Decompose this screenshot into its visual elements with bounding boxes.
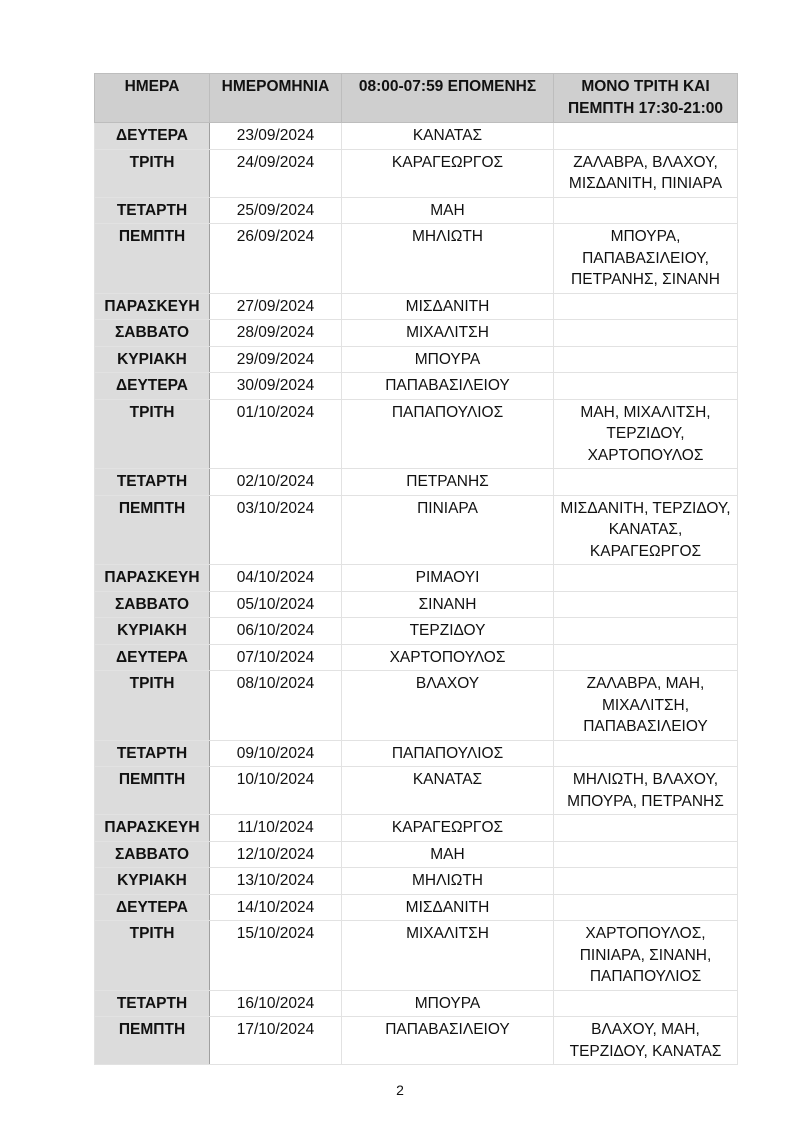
duty-cell: ΠΑΠΑΒΑΣΙΛΕΙΟΥ [342, 1017, 554, 1065]
table-row [95, 320, 738, 347]
extra-shift-cell: ΒΛΑΧΟΥ, ΜΑΗ, ΤΕΡΖΙΔΟΥ, ΚΑΝΑΤΑΣ [554, 1017, 738, 1065]
table-row [95, 123, 738, 150]
extra-shift-cell [554, 373, 738, 400]
day-cell: ΔΕΥΤΕΡΑ [95, 644, 210, 671]
extra-shift-cell: ΧΑΡΤΟΠΟΥΛΟΣ, ΠΙΝΙΑΡΑ, ΣΙΝΑΝΗ, ΠΑΠΑΠΟΥΛΙΟΣ [554, 921, 738, 991]
date-cell: 30/09/2024 [210, 373, 342, 400]
table-row [95, 618, 738, 645]
table-row [95, 469, 738, 496]
day-cell: ΚΥΡΙΑΚΗ [95, 346, 210, 373]
duty-cell: ΜΑΗ [342, 197, 554, 224]
day-cell: ΤΡΙΤΗ [95, 921, 210, 991]
duty-cell: ΣΙΝΑΝΗ [342, 591, 554, 618]
duty-cell: ΚΑΡΑΓΕΩΡΓΟΣ [342, 149, 554, 197]
duty-cell: ΠΑΠΑΠΟΥΛΙΟΣ [342, 740, 554, 767]
date-cell: 10/10/2024 [210, 767, 342, 815]
table-row [95, 894, 738, 921]
day-cell: ΤΕΤΑΡΤΗ [95, 469, 210, 496]
duty-cell: ΜΙΧΑΛΙΤΣΗ [342, 320, 554, 347]
extra-shift-cell: ΖΑΛΑΒΡΑ, ΒΛΑΧΟΥ, ΜΙΣΔΑΝΙΤΗ, ΠΙΝΙΑΡΑ [554, 149, 738, 197]
day-cell: ΠΕΜΠΤΗ [95, 767, 210, 815]
day-cell: ΠΕΜΠΤΗ [95, 1017, 210, 1065]
day-cell: ΤΡΙΤΗ [95, 149, 210, 197]
date-cell: 26/09/2024 [210, 224, 342, 294]
duty-cell: ΚΑΡΑΓΕΩΡΓΟΣ [342, 815, 554, 842]
date-cell: 12/10/2024 [210, 841, 342, 868]
table-header [95, 74, 738, 123]
date-cell: 25/09/2024 [210, 197, 342, 224]
extra-shift-cell: ΜΙΣΔΑΝΙΤΗ, ΤΕΡΖΙΔΟΥ, ΚΑΝΑΤΑΣ, ΚΑΡΑΓΕΩΡΓΟΣ [554, 495, 738, 565]
duty-cell: ΠΑΠΑΠΟΥΛΙΟΣ [342, 399, 554, 469]
date-cell: 01/10/2024 [210, 399, 342, 469]
date-cell: 07/10/2024 [210, 644, 342, 671]
duty-cell: ΜΠΟΥΡΑ [342, 990, 554, 1017]
date-cell: 23/09/2024 [210, 123, 342, 150]
table-body [95, 123, 738, 1065]
table-row [95, 740, 738, 767]
day-cell: ΠΑΡΑΣΚΕΥΗ [95, 293, 210, 320]
table-row [95, 990, 738, 1017]
extra-shift-cell: ΜΗΛΙΩΤΗ, ΒΛΑΧΟΥ, ΜΠΟΥΡΑ, ΠΕΤΡΑΝΗΣ [554, 767, 738, 815]
date-cell: 29/09/2024 [210, 346, 342, 373]
header-extra-shift: ΜΟΝΟ ΤΡΙΤΗ ΚΑΙ ΠΕΜΠΤΗ 17:30-21:00 [554, 74, 738, 123]
day-cell: ΤΕΤΑΡΤΗ [95, 990, 210, 1017]
date-cell: 08/10/2024 [210, 671, 342, 741]
date-cell: 02/10/2024 [210, 469, 342, 496]
duty-cell: ΜΙΧΑΛΙΤΣΗ [342, 921, 554, 991]
date-cell: 11/10/2024 [210, 815, 342, 842]
extra-shift-cell [554, 293, 738, 320]
date-cell: 17/10/2024 [210, 1017, 342, 1065]
extra-shift-cell: ΖΑΛΑΒΡΑ, ΜΑΗ, ΜΙΧΑΛΙΤΣΗ, ΠΑΠΑΒΑΣΙΛΕΙΟΥ [554, 671, 738, 741]
extra-shift-cell [554, 894, 738, 921]
day-cell: ΠΑΡΑΣΚΕΥΗ [95, 565, 210, 592]
date-cell: 06/10/2024 [210, 618, 342, 645]
table-row [95, 921, 738, 991]
date-cell: 13/10/2024 [210, 868, 342, 895]
day-cell: ΚΥΡΙΑΚΗ [95, 618, 210, 645]
date-cell: 27/09/2024 [210, 293, 342, 320]
page-number: 2 [396, 1082, 404, 1098]
day-cell: ΠΑΡΑΣΚΕΥΗ [95, 815, 210, 842]
date-cell: 24/09/2024 [210, 149, 342, 197]
extra-shift-cell [554, 815, 738, 842]
duty-cell: ΚΑΝΑΤΑΣ [342, 123, 554, 150]
table-row [95, 399, 738, 469]
table-row [95, 495, 738, 565]
schedule-sheet [94, 73, 737, 1065]
table-row [95, 293, 738, 320]
table-row [95, 565, 738, 592]
extra-shift-cell [554, 320, 738, 347]
date-cell: 15/10/2024 [210, 921, 342, 991]
table-row [95, 815, 738, 842]
date-cell: 14/10/2024 [210, 894, 342, 921]
table-row [95, 671, 738, 741]
table-row [95, 224, 738, 294]
day-cell: ΤΕΤΑΡΤΗ [95, 197, 210, 224]
extra-shift-cell [554, 591, 738, 618]
extra-shift-cell [554, 197, 738, 224]
duty-cell: ΚΑΝΑΤΑΣ [342, 767, 554, 815]
extra-shift-cell: ΜΑΗ, ΜΙΧΑΛΙΤΣΗ, ΤΕΡΖΙΔΟΥ, ΧΑΡΤΟΠΟΥΛΟΣ [554, 399, 738, 469]
day-cell: ΤΡΙΤΗ [95, 671, 210, 741]
header-day: ΗΜΕΡΑ [95, 74, 210, 123]
table-row [95, 149, 738, 197]
day-cell: ΤΕΤΑΡΤΗ [95, 740, 210, 767]
duty-cell: ΠΕΤΡΑΝΗΣ [342, 469, 554, 496]
table-row [95, 373, 738, 400]
extra-shift-cell [554, 644, 738, 671]
day-cell: ΔΕΥΤΕΡΑ [95, 123, 210, 150]
extra-shift-cell [554, 565, 738, 592]
extra-shift-cell [554, 841, 738, 868]
day-cell: ΠΕΜΠΤΗ [95, 495, 210, 565]
extra-shift-cell [554, 740, 738, 767]
day-cell: ΠΕΜΠΤΗ [95, 224, 210, 294]
day-cell: ΔΕΥΤΕΡΑ [95, 894, 210, 921]
duty-cell: ΤΕΡΖΙΔΟΥ [342, 618, 554, 645]
date-cell: 05/10/2024 [210, 591, 342, 618]
day-cell: ΣΑΒΒΑΤΟ [95, 320, 210, 347]
duty-cell: ΜΗΛΙΩΤΗ [342, 224, 554, 294]
header-duty-shift: 08:00-07:59 ΕΠΟΜΕΝΗΣ [342, 74, 554, 123]
duty-cell: ΠΑΠΑΒΑΣΙΛΕΙΟΥ [342, 373, 554, 400]
header-row [95, 74, 738, 123]
day-cell: ΔΕΥΤΕΡΑ [95, 373, 210, 400]
table-row [95, 197, 738, 224]
duty-cell: ΜΙΣΔΑΝΙΤΗ [342, 894, 554, 921]
duty-cell: ΜΙΣΔΑΝΙΤΗ [342, 293, 554, 320]
duty-schedule-table [94, 73, 738, 1065]
extra-shift-cell [554, 618, 738, 645]
duty-cell: ΠΙΝΙΑΡΑ [342, 495, 554, 565]
table-row [95, 591, 738, 618]
header-date: ΗΜΕΡΟΜΗΝΙΑ [210, 74, 342, 123]
duty-cell: ΒΛΑΧΟΥ [342, 671, 554, 741]
table-row [95, 1017, 738, 1065]
table-row [95, 644, 738, 671]
date-cell: 28/09/2024 [210, 320, 342, 347]
duty-cell: ΧΑΡΤΟΠΟΥΛΟΣ [342, 644, 554, 671]
day-cell: ΣΑΒΒΑΤΟ [95, 591, 210, 618]
table-row [95, 767, 738, 815]
day-cell: ΣΑΒΒΑΤΟ [95, 841, 210, 868]
extra-shift-cell: ΜΠΟΥΡΑ, ΠΑΠΑΒΑΣΙΛΕΙΟΥ, ΠΕΤΡΑΝΗΣ, ΣΙΝΑΝΗ [554, 224, 738, 294]
date-cell: 04/10/2024 [210, 565, 342, 592]
date-cell: 16/10/2024 [210, 990, 342, 1017]
duty-cell: ΜΠΟΥΡΑ [342, 346, 554, 373]
duty-cell: ΜΑΗ [342, 841, 554, 868]
table-row [95, 841, 738, 868]
date-cell: 09/10/2024 [210, 740, 342, 767]
table-row [95, 346, 738, 373]
extra-shift-cell [554, 868, 738, 895]
table-row [95, 868, 738, 895]
extra-shift-cell [554, 346, 738, 373]
duty-cell: ΜΗΛΙΩΤΗ [342, 868, 554, 895]
extra-shift-cell [554, 469, 738, 496]
extra-shift-cell [554, 990, 738, 1017]
extra-shift-cell [554, 123, 738, 150]
date-cell: 03/10/2024 [210, 495, 342, 565]
day-cell: ΤΡΙΤΗ [95, 399, 210, 469]
duty-cell: ΡΙΜΑΟΥΙ [342, 565, 554, 592]
day-cell: ΚΥΡΙΑΚΗ [95, 868, 210, 895]
